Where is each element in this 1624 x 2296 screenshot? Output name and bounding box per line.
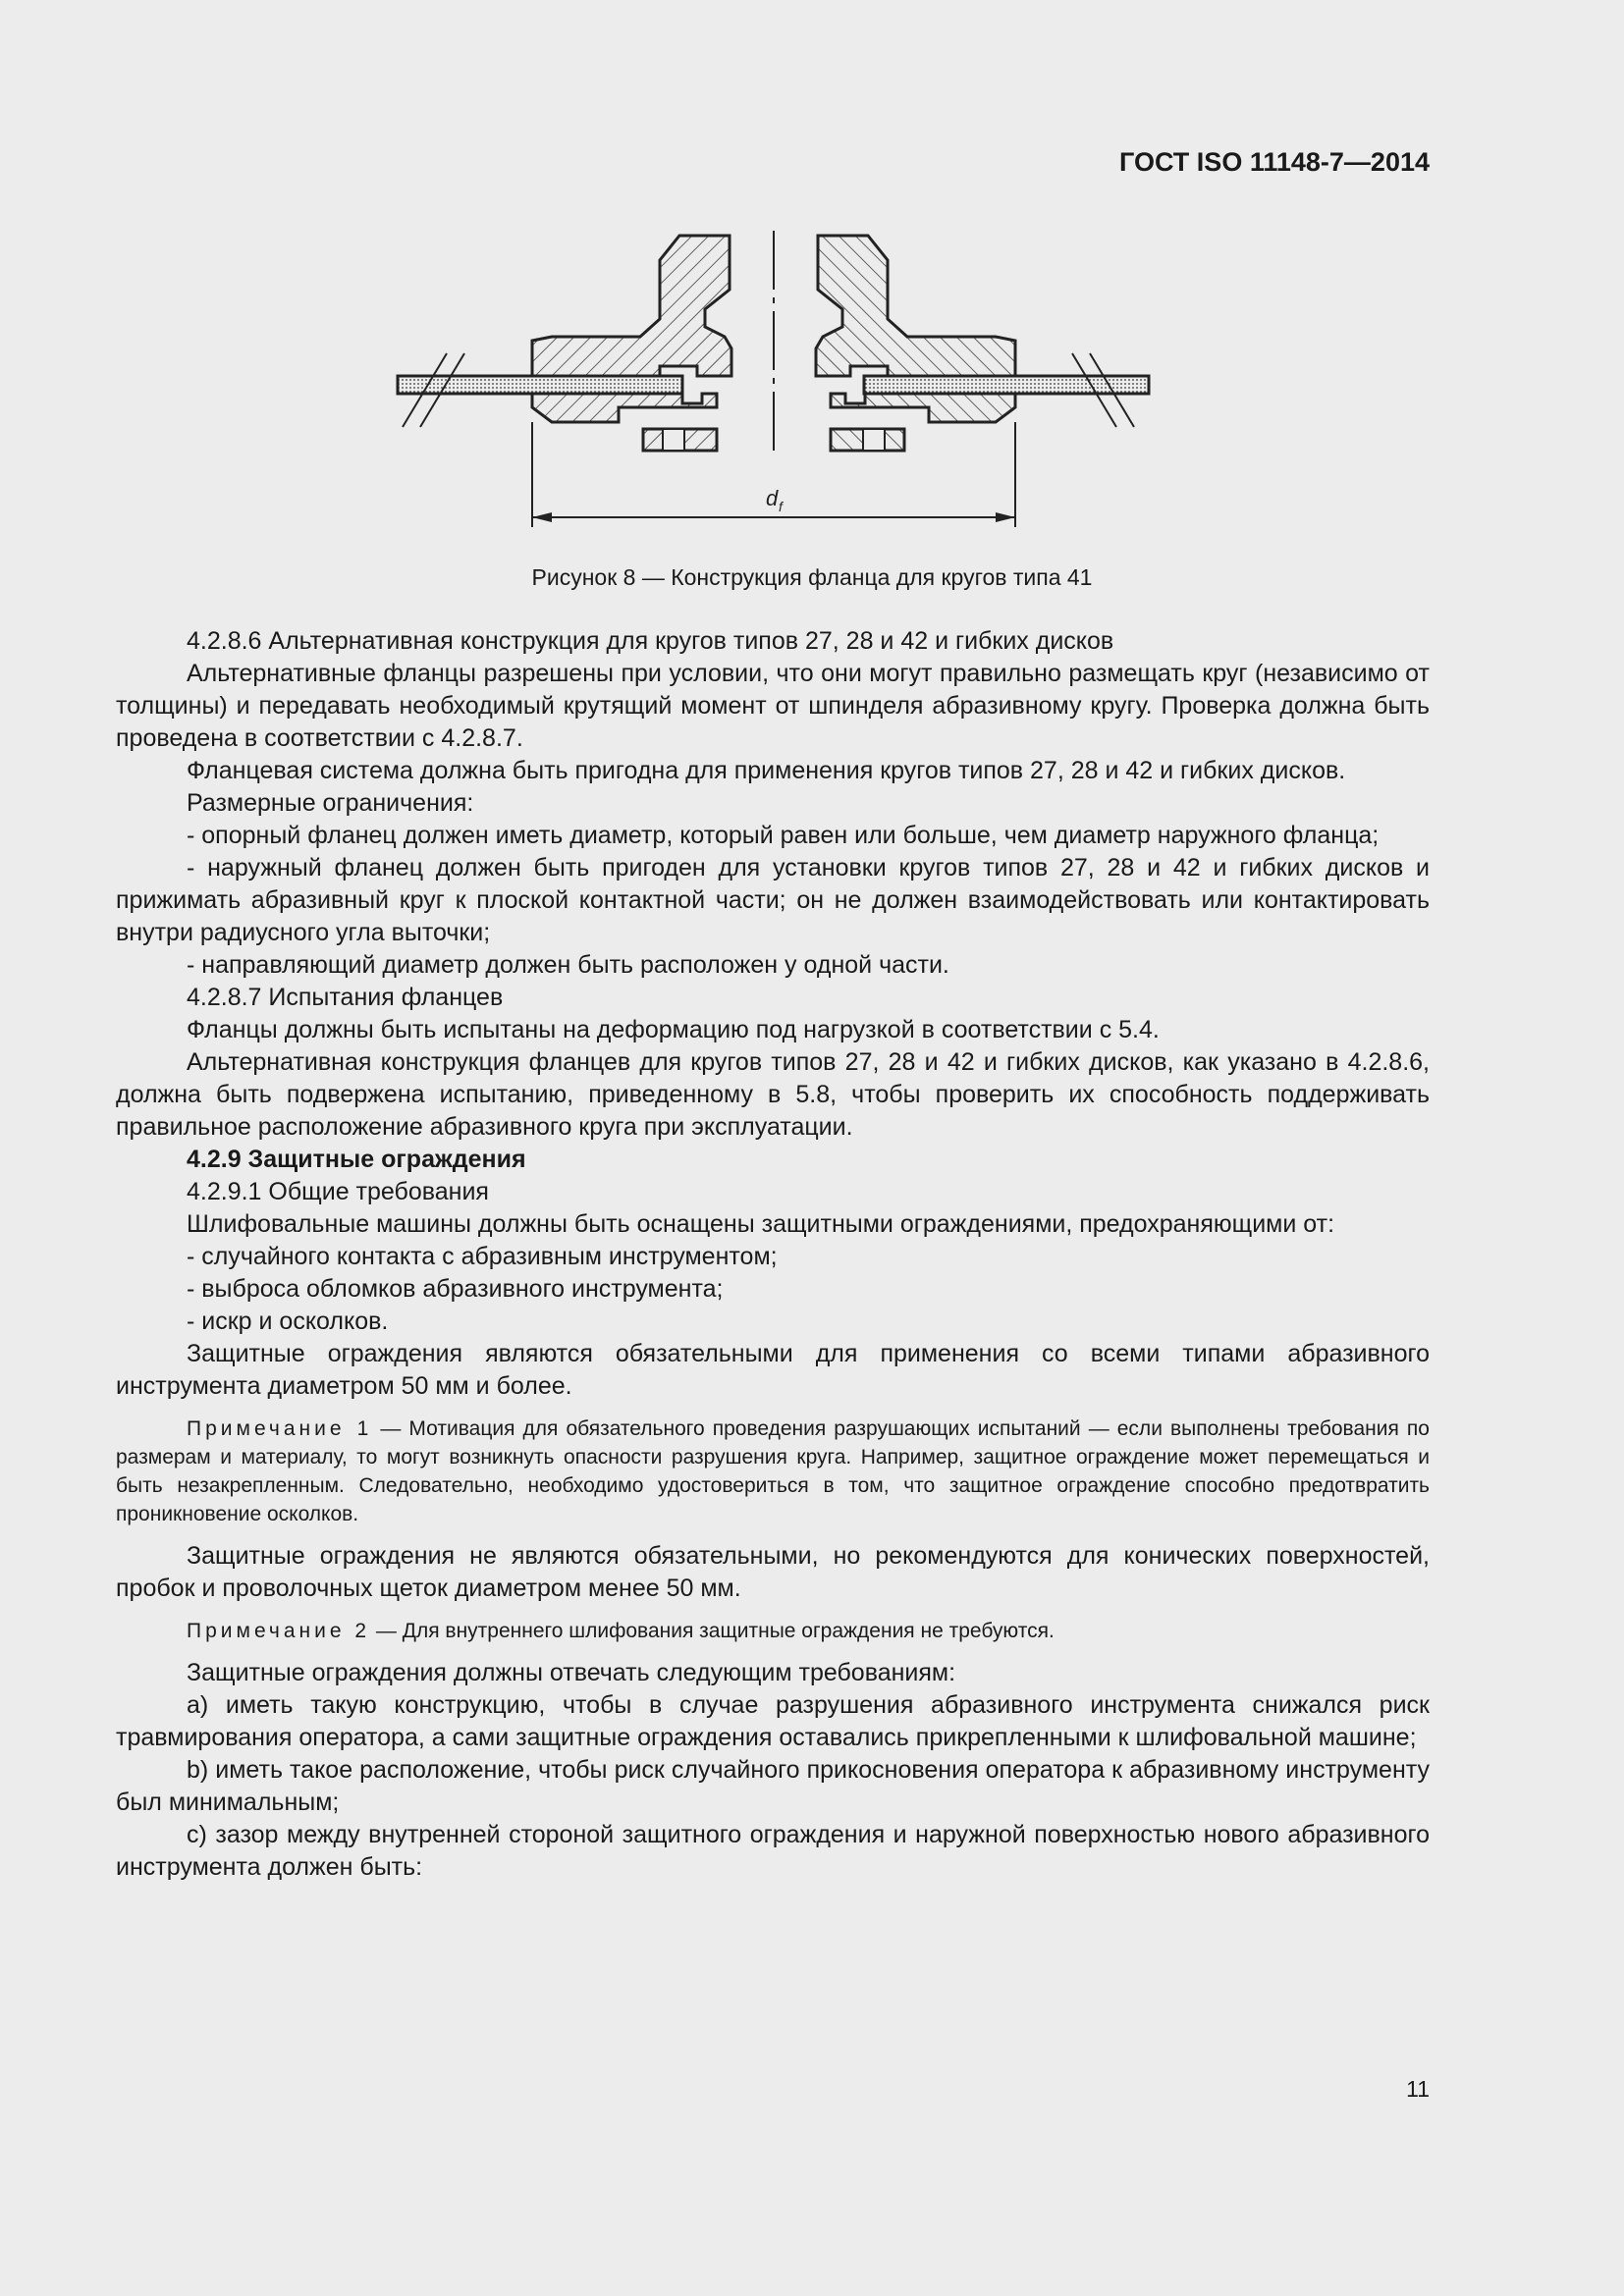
note-text: — Для внутреннего шлифования защитные ограждения не требуются. [370,1620,1055,1642]
note-label: Примечание 1 [187,1417,373,1440]
paragraph: Защитные ограждения должны отвечать следующим требованиям: [187,1659,956,1686]
list-item: - наружный фланец должен быть пригоден для установки кругов типов 27, 28 и 42 и гибких дисков и прижимать абразивный круг к плоской контактной части; он не должен взаимодействовать или контактировать внутри радиусного угла выточки; [116,854,1430,946]
paragraph: Альтернативная конструкция фланцев для кругов типов 27, 28 и 42 и гибких дисков, как указано в 4.2.8.6, должна быть подвержена испытанию, приведенному в 5.8, чтобы проверить их способность поддерживать правильное расположение абразивного круга при эксплуатации. [116,1048,1430,1141]
right-flange-group [816,236,1015,451]
left-inner-flange [532,236,731,376]
dimension-label: d [766,486,779,510]
paragraph: 4.2.8.6 Альтернативная конструкция для кругов типов 27, 28 и 42 и гибких дисков [187,627,1114,655]
paragraph: Защитные ограждения не являются обязательными, но рекомендуются для конических поверхностей, пробок и проволочных щеток диаметром менее 50 мм. [116,1542,1430,1602]
paragraph: Фланцевая система должна быть пригодна для применения кругов типов 27, 28 и 42 и гибких дисков. [187,757,1346,784]
paragraph: Шлифовальные машины должны быть оснащены защитными ограждениями, предохраняющими от: [187,1210,1335,1238]
note [116,1617,1430,1645]
list-item: - выброса обломков абразивного инструмента; [187,1275,724,1303]
list-item: a) иметь такую конструкцию, чтобы в случае разрушения абразивного инструмента снижался риск травмирования оператора, а сами защитные ограждения оставались прикрепленными к шлифовальной машине; [116,1691,1430,1751]
list-item: - направляющий диаметр должен быть расположен у одной части. [187,951,949,979]
paragraph: Альтернативные фланцы разрешены при условии, что они могут правильно размещать круг (независимо от толщины) и передавать необходимый крутящий момент от шпинделя абразивному кругу. Проверка должна быть проведена в соответствии с 4.2.8.7. [116,660,1430,752]
flange-drawing-svg [373,221,1178,545]
wheel-left [398,376,682,394]
note [116,1415,1430,1528]
paragraph: Фланцы должны быть испытаны на деформацию под нагрузкой в соответствии с 5.4. [187,1016,1160,1043]
section-heading: 4.2.9.1 Общие требования [187,1178,489,1205]
page-number: 11 [1406,2076,1430,2102]
paragraph: Размерные ограничения: [187,789,474,817]
left-outer-flange [532,394,717,422]
flange-drawing [373,221,1178,545]
section-heading: 4.2.8.7 Испытания фланцев [187,984,504,1011]
document-body [116,625,1430,1884]
list-item: - искр и осколков. [187,1308,389,1335]
document-header: ГОСТ ISO 11148-7—2014 [1119,147,1430,177]
paragraph: Защитные ограждения являются обязательными для применения со всеми типами абразивного инструмента диаметром 50 мм и более. [116,1340,1430,1400]
section-heading: 4.2.9 Защитные ограждения [187,1146,526,1173]
list-item: c) зазор между внутренней стороной защитного ограждения и наружной поверхностью нового абразивного инструмента должен быть: [116,1821,1430,1881]
list-item: - опорный фланец должен иметь диаметр, который равен или больше, чем диаметр наружного фланца; [187,822,1380,849]
figure-caption: Рисунок 8 — Конструкция фланца для кругов типа 41 [531,564,1093,590]
note-label: Примечание 2 [187,1620,371,1642]
dimension-subscript: f [779,499,783,514]
note-text: — Мотивация для обязательного проведения разрушающих испытаний — если выполнены требования по размерам и материалу, то могут возникнуть опасности разрушения круга. Например, защитное ограждение может перемещаться и быть незакрепленным. Следовательно, необходимо удостовериться в том, что защитное ограждение способно предотвратить проникновение осколков. [116,1417,1430,1525]
list-item: b) иметь такое расположение, чтобы риск случайного прикосновения оператора к абразивному инструменту был минимальным; [116,1756,1430,1816]
list-item: - случайного контакта с абразивным инструментом; [187,1243,778,1270]
